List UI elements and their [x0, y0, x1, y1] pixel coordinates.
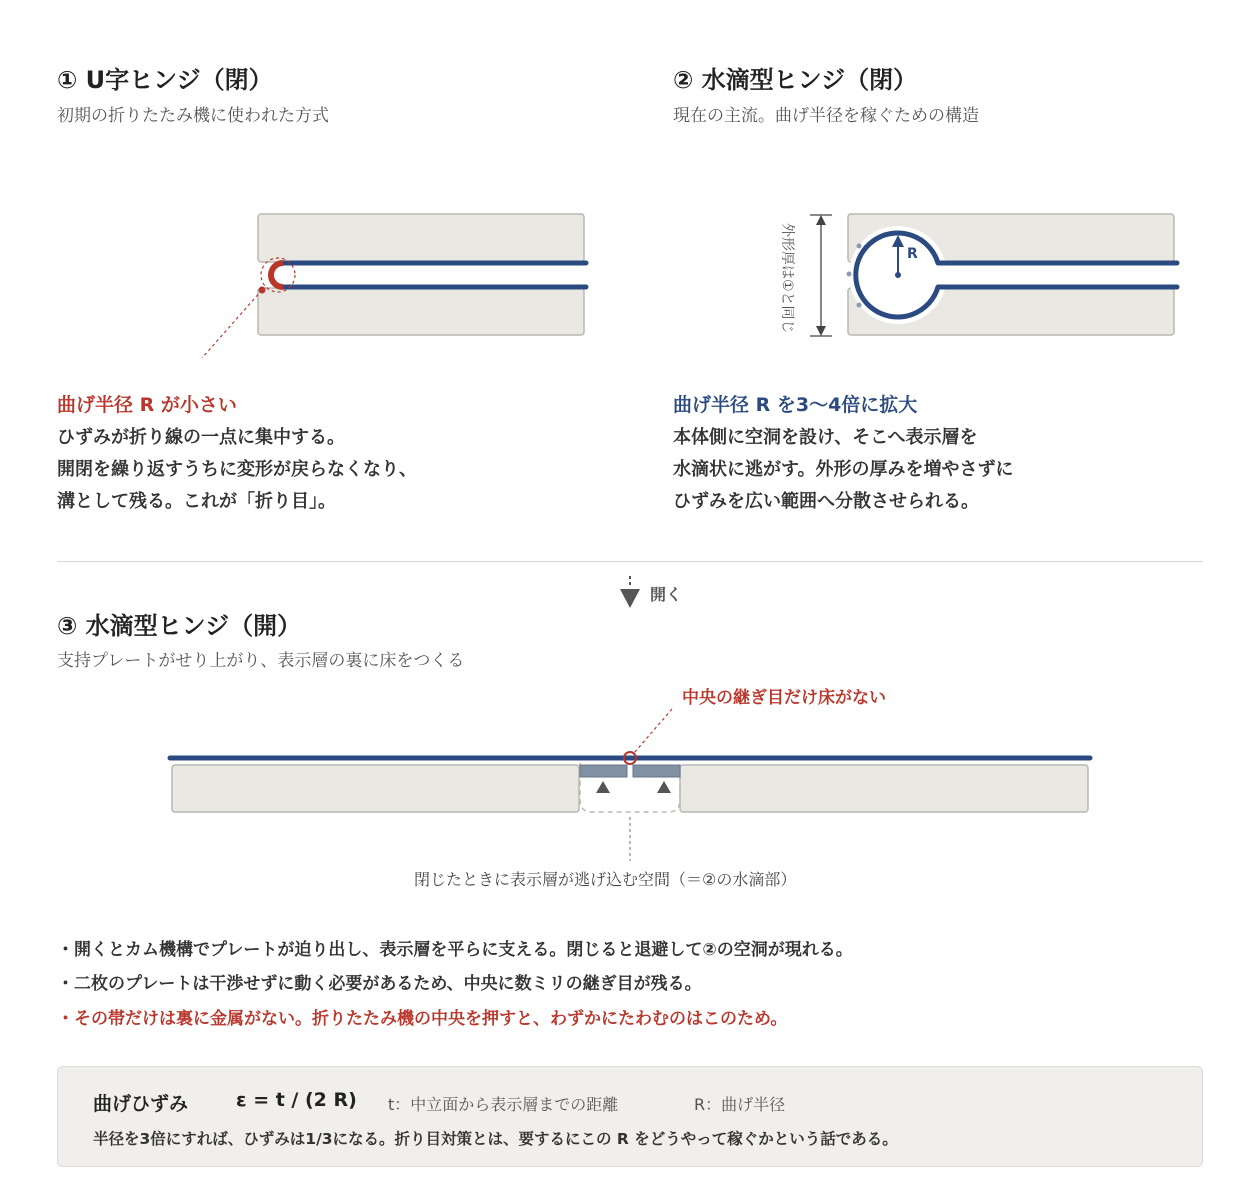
- section2-body: [673, 422, 1014, 518]
- open-right-body: [680, 765, 1088, 812]
- section3-subtitle: 支持プレートがせり上がり、表示層の裏に床をつくる: [57, 651, 465, 671]
- section2-line: 水滴状に逃がす。外形の厚みを増やさずに: [673, 459, 1014, 480]
- transition-label: 開く: [650, 585, 683, 604]
- radius-label: R: [907, 246, 918, 262]
- section1-subtitle: 初期の折りたたみ機に使われた方式: [57, 106, 329, 126]
- formula-def-r: R：曲げ半径: [694, 1095, 786, 1114]
- u-hinge-callout-line: [202, 290, 262, 358]
- plate-dot: [857, 244, 862, 249]
- dimension-arrow-down: [816, 326, 826, 336]
- section2-headline: 曲げ半径 R を3〜4倍に拡大: [673, 394, 918, 416]
- section-divider: [57, 561, 1203, 562]
- bullet-item-highlight: ・その帯だけは裏に金属がない。折りたたみ機の中央を押すと、わずかにたわむのはこのため。: [57, 1009, 788, 1029]
- section1-body: [57, 422, 417, 518]
- section2-title: ② 水滴型ヒンジ（閉）: [673, 66, 918, 94]
- cam-arrow-right-icon: [657, 781, 671, 793]
- formula-note: 半径を3倍にすれば、ひずみは1/3になる。折り目対策とは、要するにこの R をどうやって稼ぐかという話である。: [93, 1130, 898, 1148]
- section2-subtitle: 現在の主流。曲げ半径を稼ぐための構造: [673, 106, 979, 126]
- support-plate-left: [580, 765, 627, 777]
- u-hinge-gap: [258, 263, 588, 287]
- section1-line: 溝として残る。これが「折り目」。: [57, 491, 336, 512]
- open-left-body: [172, 765, 579, 812]
- teardrop-hinge-diagram: [760, 190, 1200, 360]
- u-hinge-upper-body: [258, 214, 584, 262]
- plate-dot: [847, 272, 852, 277]
- open-arrow-icon: [617, 574, 643, 612]
- u-hinge-lower-body: [258, 288, 584, 335]
- section1-headline: 曲げ半径 R が小さい: [57, 394, 237, 416]
- cam-arrow-left-icon: [596, 781, 610, 793]
- seam-callout: 中央の継ぎ目だけ床がない: [682, 688, 886, 708]
- dimension-label: 外形厚は①と同じ: [779, 223, 795, 334]
- bullet-item: ・開くとカム機構でプレートが迫り出し、表示層を平らに支える。閉じると退避して②の空洞が現れる。: [57, 940, 853, 960]
- formula-box: [57, 1066, 1203, 1167]
- section2-line: 本体側に空洞を設け、そこへ表示層を: [673, 427, 978, 448]
- plate-dot: [857, 303, 862, 308]
- dimension-arrow-up: [816, 215, 826, 225]
- section2-line: ひずみを広い範囲へ分散させられる。: [673, 491, 979, 512]
- section1-line: ひずみが折り線の一点に集中する。: [57, 427, 345, 448]
- space-label: 閉じたときに表示層が逃げ込む空間（＝②の水滴部）: [414, 870, 797, 889]
- support-plate-right: [633, 765, 680, 777]
- section3-title: ③ 水滴型ヒンジ（開）: [57, 612, 302, 640]
- formula-def-t: t：中立面から表示層までの距離: [388, 1095, 619, 1114]
- u-hinge-diagram: [0, 0, 630, 380]
- formula-equation: ε = t / (2 R): [236, 1089, 357, 1111]
- section1-line: 開閉を繰り返すうちに変形が戻らなくなり、: [57, 459, 417, 480]
- bullet-item: ・二枚のプレートは干渉せずに動く必要があるため、中央に数ミリの継ぎ目が残る。: [57, 974, 702, 994]
- section1-title: ① U字ヒンジ（閉）: [57, 66, 273, 94]
- open-hinge-diagram: [160, 695, 1110, 865]
- seam-callout-line: [634, 709, 672, 753]
- formula-label: 曲げひずみ: [93, 1093, 189, 1115]
